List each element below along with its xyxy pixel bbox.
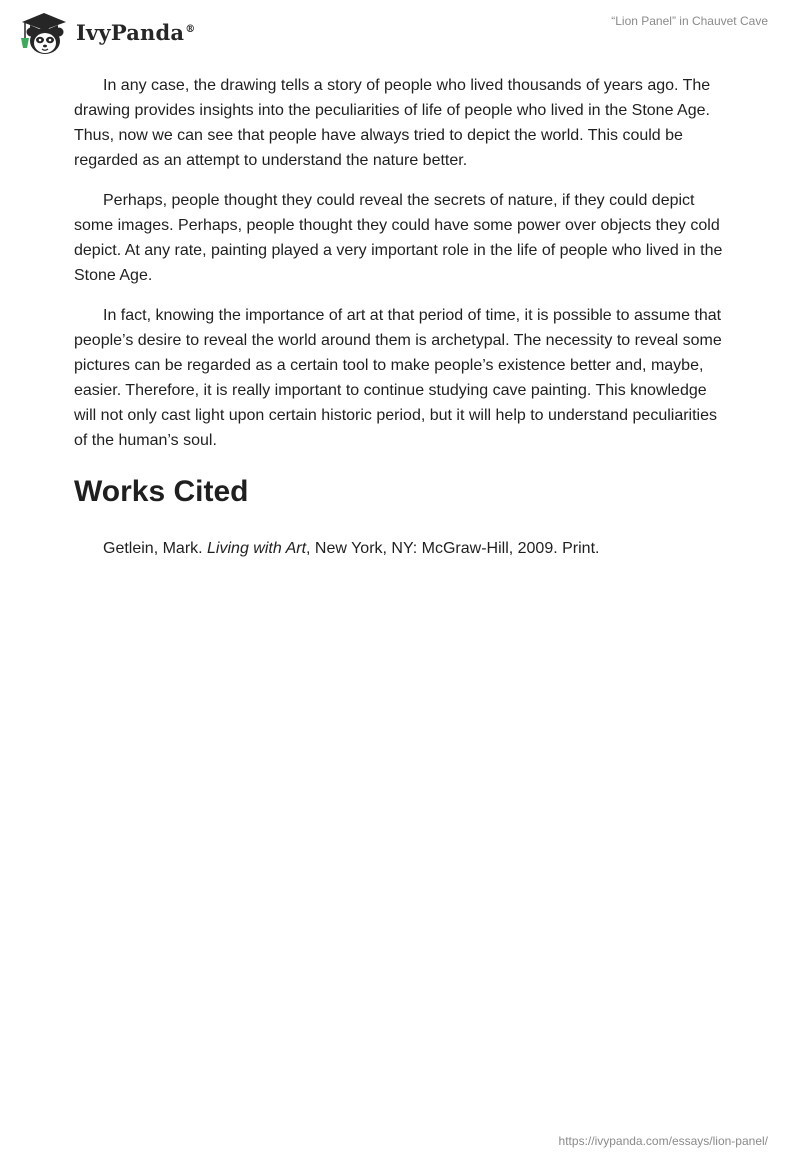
body-paragraph: Perhaps, people thought they could reveal the secrets of nature, if they could depict some images. Perhaps, people thought they could have some power over objects they cold depict. At any rate, painting played a very important role in the life of people who lived in the Stone Age. — [74, 192, 723, 284]
citation-title: Living with Art — [207, 540, 307, 557]
works-cited-heading: Works Cited — [74, 475, 249, 508]
page-header — [0, 0, 800, 64]
body-paragraph: In fact, knowing the importance of art at that period of time, it is possible to assume that people’s desire to reveal the world around them is archetypal. The necessity to reveal some pictures can be regarded as a certain tool to make people’s existence better and, maybe, easier. Therefore, it is really important to continue studying cave painting. This knowledge will not only cast light upon certain historic period, but it will help to understand peculiarities of the human’s soul. — [74, 307, 722, 449]
citation-publication: , New York, NY: McGraw-Hill, 2009. Print. — [306, 540, 600, 557]
citation-author: Getlein, Mark. — [103, 540, 208, 557]
citation-entry — [74, 536, 726, 561]
essay-content — [74, 73, 726, 561]
registered-mark: ® — [185, 23, 196, 35]
footer-url[interactable]: https://ivypanda.com/essays/lion-panel/ — [558, 1134, 768, 1148]
running-title: “Lion Panel” in Chauvet Cave — [611, 14, 768, 28]
brand-name: IvyPanda® — [76, 19, 196, 45]
ivypanda-logo[interactable] — [16, 8, 195, 56]
body-paragraph: In any case, the drawing tells a story of people who lived thousands of years ago. The drawing provides insights into the peculiarities of life of people who lived in the Stone Age. Thus, now we can see that people have always tried to depict the world. This could be regarded as an attempt to understand the nature better. — [74, 77, 711, 169]
panda-graduate-icon — [16, 8, 68, 56]
